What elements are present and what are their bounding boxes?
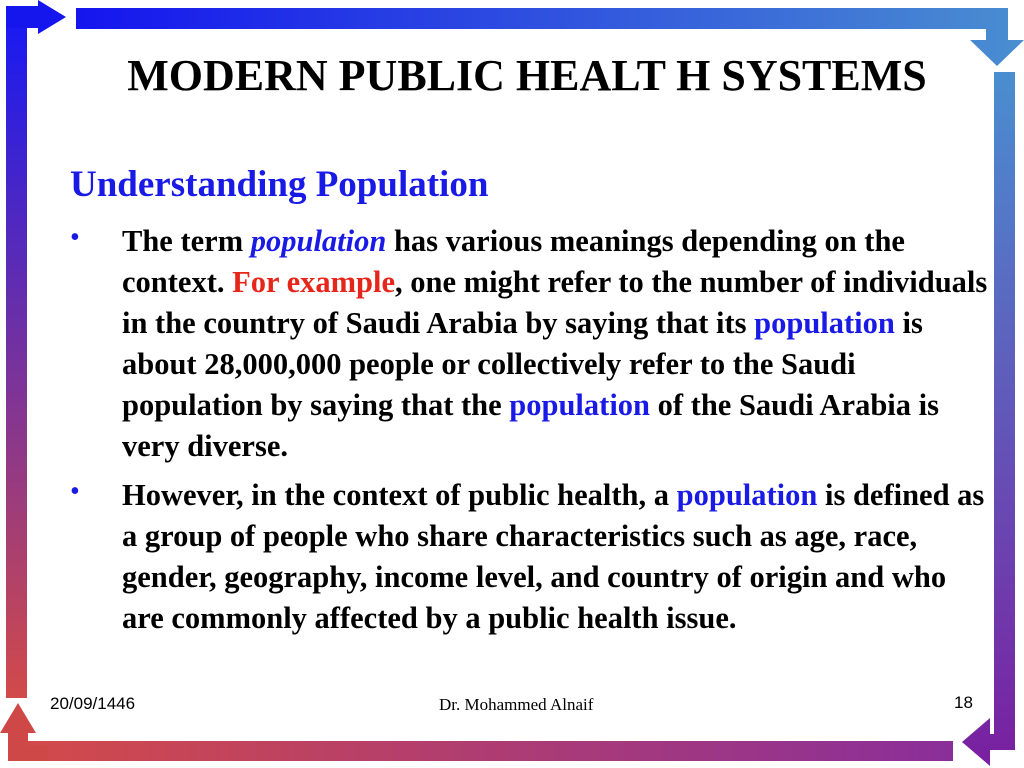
bullet-marker: • xyxy=(70,222,80,253)
bullet-paragraph-2: However, in the context of public health, a population is defined as a group of people who share characteristics such as age, race, gender, geography, income level, and country of origin and who are commonly affected by a public health issue. xyxy=(122,478,985,635)
slide-title: MODERN PUBLIC HEALT H SYSTEMS xyxy=(127,51,927,100)
footer-date: 20/09/1446 xyxy=(50,694,136,713)
bottom-bar xyxy=(28,741,953,761)
bullet-marker: • xyxy=(70,476,80,507)
bullet-paragraph-1: The term population has various meanings depending on the context. For example, one might refer to the number of individuals in the country of Saudi Arabia by saying that its population is about 28,000,000 people or collectively refer to the Saudi population by saying that the population of the Saudi Arabia is very diverse. xyxy=(122,224,988,463)
section-heading: Understanding Population xyxy=(70,164,489,205)
footer-author: Dr. Mohammed Alnaif xyxy=(439,695,594,714)
page-number: 18 xyxy=(954,693,973,712)
left-bar xyxy=(6,28,27,698)
bottom-left-arrow xyxy=(0,703,48,761)
